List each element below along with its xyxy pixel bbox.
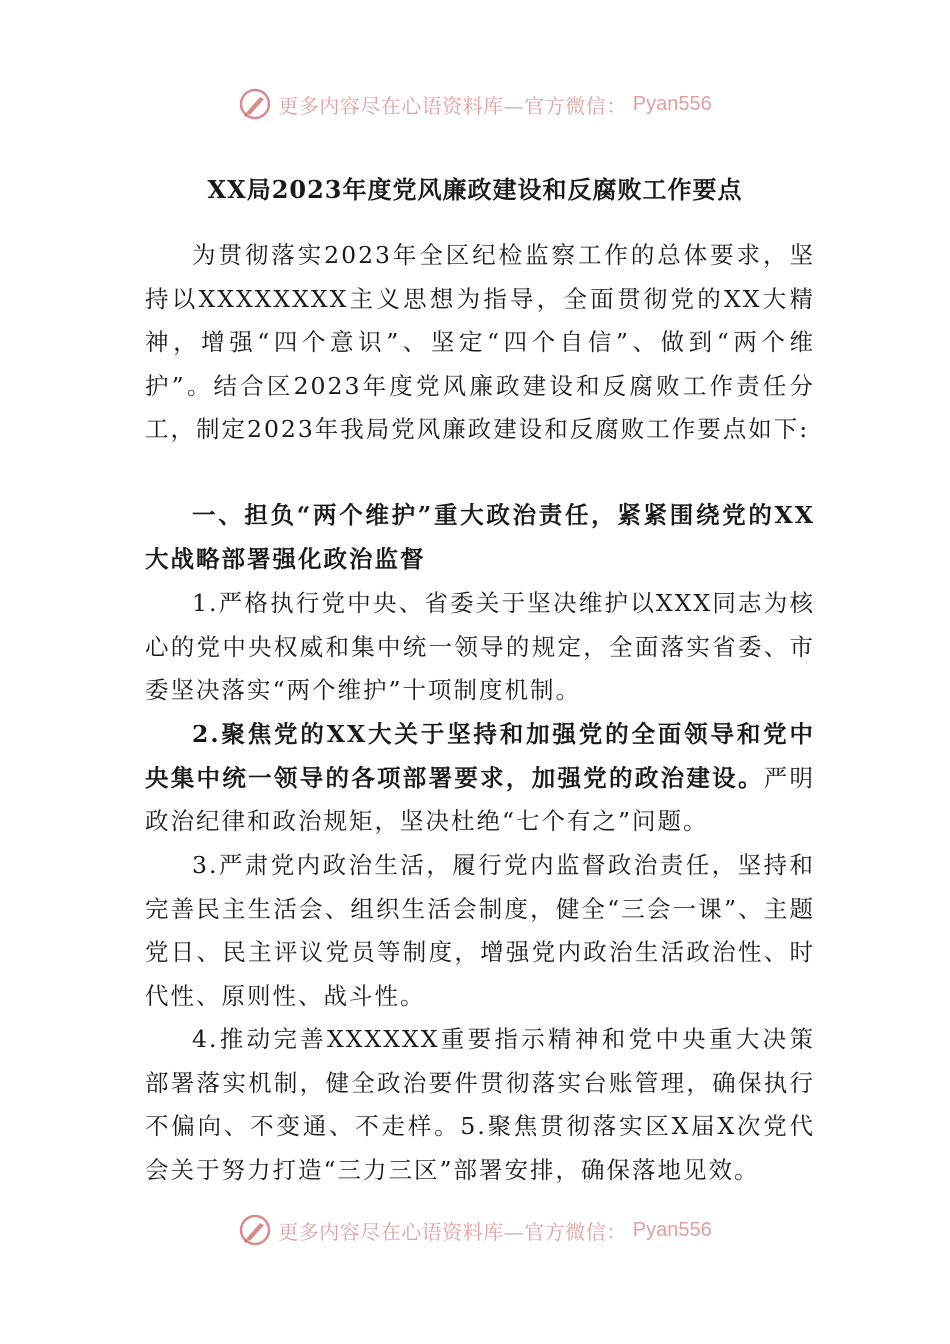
watermark-footer <box>0 1210 950 1250</box>
list-item-2-body: 严明政治纪律和政治规矩，坚决杜绝“七个有之”问题。 <box>145 763 816 835</box>
list-item-4: 4.推动完善XXXXXX重要指示精神和党中央重大决策部署落实机制，健全政治要件贯彻落实台账管理，确保执行不偏向、不变通、不走样。5.聚焦贯彻落实区X届X次党代会关于努力打造“三力三区”部署安排，确保落地见效。 <box>145 1025 815 1184</box>
watermark-text: 更多内容尽在心语资料库—官方微信： <box>278 93 627 118</box>
list-item-1: 1.严格执行党中央、省委关于坚决维护以XXX同志为核心的党中央权威和集中统一领导的规定，全面落实省委、市委坚决落实“两个维护”十项制度机制。 <box>145 589 815 704</box>
intro-paragraph: 为贯彻落实2023年全区纪检监察工作的总体要求，坚持以XXXXXXXX主义思想为指导，全面贯彻党的XX大精神，增强“四个意识”、坚定“四个自信”、做到“两个维护”。结合区2023年度党风廉政建设和反腐败工作责任分工，制定2023年我局党风廉政建设和反腐败工作要点如下: <box>145 241 815 443</box>
list-item-2-lead: 2.聚焦党的XX大关于坚持和加强党的全面领导和党中央集中统一领导的各项部署要求，加强党的政治建设。 <box>145 720 815 792</box>
watermark-text: 更多内容尽在心语资料库—官方微信： <box>278 1219 627 1244</box>
pen-logo-icon <box>238 87 272 121</box>
pen-logo-icon <box>238 1213 272 1247</box>
document-title: XX局2023年度党风廉政建设和反腐败工作要点 <box>207 175 743 204</box>
watermark-wechat-id: Pyan556 <box>632 1218 712 1241</box>
watermark-wechat-id: Pyan556 <box>632 92 712 115</box>
section-heading-1: 一、担负“两个维护”重大政治责任，紧紧围绕党的XX大战略部署强化政治监督 <box>145 501 815 573</box>
list-item-3: 3.严肃党内政治生活，履行党内监督政治责任，坚持和完善民主生活会、组织生活会制度，健全“三会一课”、主题党日、民主评议党员等制度，增强党内政治生活政治性、时代性、原则性、战斗性。 <box>145 851 815 1010</box>
list-item-2 <box>145 713 815 844</box>
watermark-header <box>0 84 950 124</box>
